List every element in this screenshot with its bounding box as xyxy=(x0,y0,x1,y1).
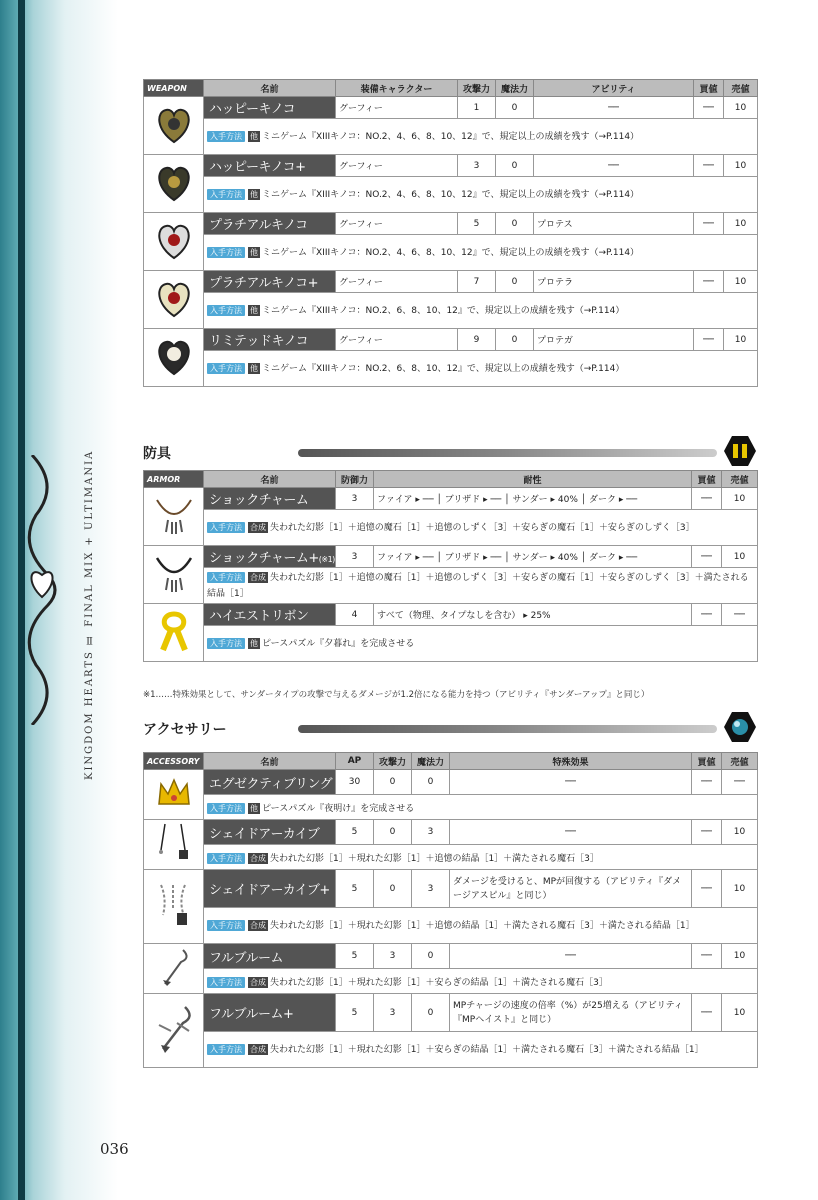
accessory-tag: ACCESSORY xyxy=(144,753,204,770)
armor-tag: ARMOR xyxy=(144,471,204,488)
weapon-acquire: 入手方法 他 ミニゲーム『XIIIキノコ：NO.2、4、6、8、10、12』で、規定以上の成績を残す（→P.114） xyxy=(204,119,758,155)
accessory-acquire: 入手方法 合成 失われた幻影［1］＋現れた幻影［1］＋安らぎの結晶［1］＋満たされる魔石［3］＋満たされる結晶［1］ xyxy=(204,1032,758,1068)
armor-col-def: 防御力 xyxy=(336,471,374,488)
armor-acquire: 入手方法 合成 失われた幻影［1］＋追憶の魔石［1］＋追憶のしずく［3］＋安らぎの魔石［1］＋安らぎのしずく［3］ xyxy=(204,510,758,546)
accessory-table xyxy=(143,752,758,1068)
weapon-name: ハッピーキノコ xyxy=(204,97,336,119)
accessory-acquire: 入手方法 合成 失われた幻影［1］＋現れた幻影［1］＋安らぎの結晶［1］＋満たされる魔石［3］ xyxy=(204,969,758,994)
weapon-mag: 0 xyxy=(496,97,534,119)
accessory-name: シェイドアーカイブ+ xyxy=(204,870,336,908)
accessory-effect: ── xyxy=(450,820,692,845)
accessory-item xyxy=(144,820,758,870)
armor-item xyxy=(144,604,758,662)
armor-section-header xyxy=(143,442,757,462)
accessory-buy: ── xyxy=(692,870,722,908)
heart-ornament-icon xyxy=(22,455,62,725)
accessory-acquire: 入手方法 合成 失われた幻影［1］＋現れた幻影［1］＋追憶の結晶［1］＋満たされる魔石［3］＋満たされる結晶［1］ xyxy=(204,908,758,944)
accessory-acquire: 入手方法 合成 失われた幻影［1］＋現れた幻影［1］＋追憶の結晶［1］＋満たされる魔石［3］ xyxy=(204,845,758,870)
weapon-ability: プロテス xyxy=(534,213,694,235)
weapon-char: グーフィー xyxy=(336,271,458,293)
accessory-name: フルブルーム+ xyxy=(204,994,336,1032)
accessory-sell: 10 xyxy=(722,820,758,845)
weapon-col-atk: 攻撃力 xyxy=(458,80,496,97)
accessory-buy: ── xyxy=(692,770,722,795)
accessory-atk: 0 xyxy=(374,870,412,908)
weapon-name: リミテッドキノコ xyxy=(204,329,336,351)
accessory-acquire: 入手方法 他 ピースパズル『夜明け』を完成させる xyxy=(204,795,758,820)
weapon-char: グーフィー xyxy=(336,329,458,351)
armor-item xyxy=(144,488,758,546)
armor-buy: ── xyxy=(692,546,722,568)
armor-category-icon xyxy=(723,434,757,468)
armor-table xyxy=(143,470,758,662)
weapon-col-name: 名前 xyxy=(204,80,336,97)
accessory-sell: 10 xyxy=(722,870,758,908)
weapon-char: グーフィー xyxy=(336,213,458,235)
section-divider xyxy=(298,725,717,733)
weapon-atk: 9 xyxy=(458,329,496,351)
weapon-col-sell: 売値 xyxy=(724,80,758,97)
crown-ring-icon xyxy=(144,770,204,820)
accessory-sell: 10 xyxy=(722,994,758,1032)
accessory-mag: 0 xyxy=(412,770,450,795)
accessory-section-header xyxy=(143,718,757,738)
accessory-mag: 0 xyxy=(412,944,450,969)
armor-col-name: 名前 xyxy=(204,471,336,488)
charm-necklace-icon xyxy=(144,488,204,546)
armor-col-sell: 売値 xyxy=(722,471,758,488)
accessory-sell: 10 xyxy=(722,944,758,969)
weapon-item xyxy=(144,271,758,329)
armor-buy: ── xyxy=(692,604,722,626)
armor-def: 4 xyxy=(336,604,374,626)
weapon-char: グーフィー xyxy=(336,155,458,177)
mushroom-shield-icon xyxy=(144,213,204,271)
weapon-tag: WEAPON xyxy=(144,80,204,97)
accessory-effect: MPチャージの速度の倍率（%）が25増える（アビリティ『MPヘイスト』と同じ） xyxy=(450,994,692,1032)
weapon-item xyxy=(144,97,758,155)
weapon-col-ability: アビリティ xyxy=(534,80,694,97)
weapon-table xyxy=(143,79,758,387)
armor-name: ハイエストリボン xyxy=(204,604,336,626)
weapon-sell: 10 xyxy=(724,271,758,293)
accessory-item xyxy=(144,944,758,994)
accessory-section-title: アクセサリー xyxy=(143,722,227,738)
accessory-ap: 30 xyxy=(336,770,374,795)
weapon-ability: ── xyxy=(534,155,694,177)
accessory-category-icon xyxy=(723,710,757,744)
weapon-col-char: 装備キャラクター xyxy=(336,80,458,97)
armor-name: ショックチャーム xyxy=(204,488,336,510)
accessory-buy: ── xyxy=(692,944,722,969)
armor-def: 3 xyxy=(336,546,374,568)
weapon-acquire: 入手方法 他 ミニゲーム『XIIIキノコ：NO.2、6、8、10、12』で、規定以上の成績を残す（→P.114） xyxy=(204,351,758,387)
armor-acquire: 入手方法 合成 失われた幻影［1］＋追憶の魔石［1］＋追憶のしずく［3］＋安らぎの魔石［1］＋安らぎのしずく［3］＋満たされる結晶［1］ xyxy=(204,568,758,604)
armor-res: ファイア ▸ ── │ ブリザド ▸ ── │ サンダー ▸ 40% │ ダーク ▸ ── xyxy=(374,488,692,510)
armor-res: すべて（物理、タイプなしを含む） ▸ 25% xyxy=(374,604,692,626)
section-divider xyxy=(298,449,717,457)
accessory-ap: 5 xyxy=(336,944,374,969)
weapon-acquire: 入手方法 他 ミニゲーム『XIIIキノコ：NO.2、4、6、8、10、12』で、規定以上の成績を残す（→P.114） xyxy=(204,177,758,213)
accessory-col-ap: AP xyxy=(336,753,374,770)
armor-col-res: 耐性 xyxy=(374,471,692,488)
weapon-name: プラチアルキノコ+ xyxy=(204,271,336,293)
weapon-item xyxy=(144,155,758,213)
accessory-mag: 0 xyxy=(412,994,450,1032)
weapon-buy: ── xyxy=(694,97,724,119)
accessory-col-name: 名前 xyxy=(204,753,336,770)
accessory-ap: 5 xyxy=(336,870,374,908)
accessory-sell: ── xyxy=(722,770,758,795)
mushroom-shield-icon xyxy=(144,271,204,329)
accessory-name: フルブルーム xyxy=(204,944,336,969)
accessory-ap: 5 xyxy=(336,994,374,1032)
weapon-col-mag: 魔法力 xyxy=(496,80,534,97)
accessory-mag: 3 xyxy=(412,820,450,845)
weapon-atk: 1 xyxy=(458,97,496,119)
accessory-atk: 0 xyxy=(374,820,412,845)
weapon-col-buy: 買値 xyxy=(694,80,724,97)
armor-sell: 10 xyxy=(722,488,758,510)
weapon-buy: ── xyxy=(694,213,724,235)
weapon-name: プラチアルキノコ xyxy=(204,213,336,235)
accessory-name: エグゼクティブリング xyxy=(204,770,336,795)
weapon-char: グーフィー xyxy=(336,97,458,119)
mushroom-shield-icon xyxy=(144,97,204,155)
armor-item xyxy=(144,546,758,604)
accessory-col-atk: 攻撃力 xyxy=(374,753,412,770)
weapon-mag: 0 xyxy=(496,155,534,177)
ribbon-icon xyxy=(144,604,204,662)
weapon-sell: 10 xyxy=(724,329,758,351)
accessory-item xyxy=(144,870,758,944)
weapon-atk: 3 xyxy=(458,155,496,177)
accessory-atk: 3 xyxy=(374,944,412,969)
armor-res: ファイア ▸ ── │ ブリザド ▸ ── │ サンダー ▸ 40% │ ダーク ▸ ── xyxy=(374,546,692,568)
accessory-item xyxy=(144,770,758,820)
side-title: KINGDOM HEARTS Ⅱ FINAL MIX + ULTIMANIA xyxy=(84,449,95,780)
accessory-header-row xyxy=(144,753,758,770)
accessory-effect: ── xyxy=(450,770,692,795)
accessory-col-sell: 売値 xyxy=(722,753,758,770)
weapon-item xyxy=(144,213,758,271)
accessory-effect: ダメージを受けると、MPが回復する（アビリティ『ダメージアスピル』と同じ） xyxy=(450,870,692,908)
accessory-ap: 5 xyxy=(336,820,374,845)
armor-sell: 10 xyxy=(722,546,758,568)
weapon-ability: プロテラ xyxy=(534,271,694,293)
armor-buy: ── xyxy=(692,488,722,510)
mushroom-shield-icon xyxy=(144,329,204,387)
page-number: 036 xyxy=(100,1140,129,1158)
weapon-name: ハッピーキノコ+ xyxy=(204,155,336,177)
accessory-name: シェイドアーカイブ xyxy=(204,820,336,845)
accessory-atk: 3 xyxy=(374,994,412,1032)
accessory-buy: ── xyxy=(692,994,722,1032)
weapon-buy: ── xyxy=(694,271,724,293)
weapon-atk: 7 xyxy=(458,271,496,293)
weapon-ability: プロテガ xyxy=(534,329,694,351)
armor-sell: ── xyxy=(722,604,758,626)
armor-col-buy: 買値 xyxy=(692,471,722,488)
full-bloom-plus-icon xyxy=(144,994,204,1068)
weapon-mag: 0 xyxy=(496,271,534,293)
weapon-acquire: 入手方法 他 ミニゲーム『XIIIキノコ：NO.2、4、6、8、10、12』で、規定以上の成績を残す（→P.114） xyxy=(204,235,758,271)
weapon-sell: 10 xyxy=(724,155,758,177)
weapon-mag: 0 xyxy=(496,213,534,235)
armor-section-title: 防具 xyxy=(143,446,171,462)
pendant-necklace-icon xyxy=(144,820,204,870)
armor-header-row xyxy=(144,471,758,488)
accessory-col-buy: 買値 xyxy=(692,753,722,770)
armor-footnote: ※1……特殊効果として、サンダータイプの攻撃で与えるダメージが1.2倍になる能力を持つ（アビリティ『サンダーアップ』と同じ） xyxy=(143,690,650,700)
armor-name: ショックチャーム+(※1) xyxy=(204,546,336,568)
weapon-acquire: 入手方法 他 ミニゲーム『XIIIキノコ：NO.2、6、8、10、12』で、規定以上の成績を残す（→P.114） xyxy=(204,293,758,329)
armor-acquire: 入手方法 他 ピースパズル『夕暮れ』を完成させる xyxy=(204,626,758,662)
charm-necklace-icon xyxy=(144,546,204,604)
accessory-col-effect: 特殊効果 xyxy=(450,753,692,770)
mushroom-shield-icon xyxy=(144,155,204,213)
accessory-item xyxy=(144,994,758,1068)
accessory-mag: 3 xyxy=(412,870,450,908)
full-bloom-icon xyxy=(144,944,204,994)
accessory-effect: ── xyxy=(450,944,692,969)
weapon-mag: 0 xyxy=(496,329,534,351)
chain-pendant-icon xyxy=(144,870,204,944)
accessory-atk: 0 xyxy=(374,770,412,795)
accessory-buy: ── xyxy=(692,820,722,845)
weapon-buy: ── xyxy=(694,329,724,351)
weapon-atk: 5 xyxy=(458,213,496,235)
weapon-buy: ── xyxy=(694,155,724,177)
weapon-sell: 10 xyxy=(724,213,758,235)
weapon-header-row xyxy=(144,80,758,97)
armor-def: 3 xyxy=(336,488,374,510)
accessory-col-mag: 魔法力 xyxy=(412,753,450,770)
weapon-item xyxy=(144,329,758,387)
weapon-ability: ── xyxy=(534,97,694,119)
weapon-sell: 10 xyxy=(724,97,758,119)
